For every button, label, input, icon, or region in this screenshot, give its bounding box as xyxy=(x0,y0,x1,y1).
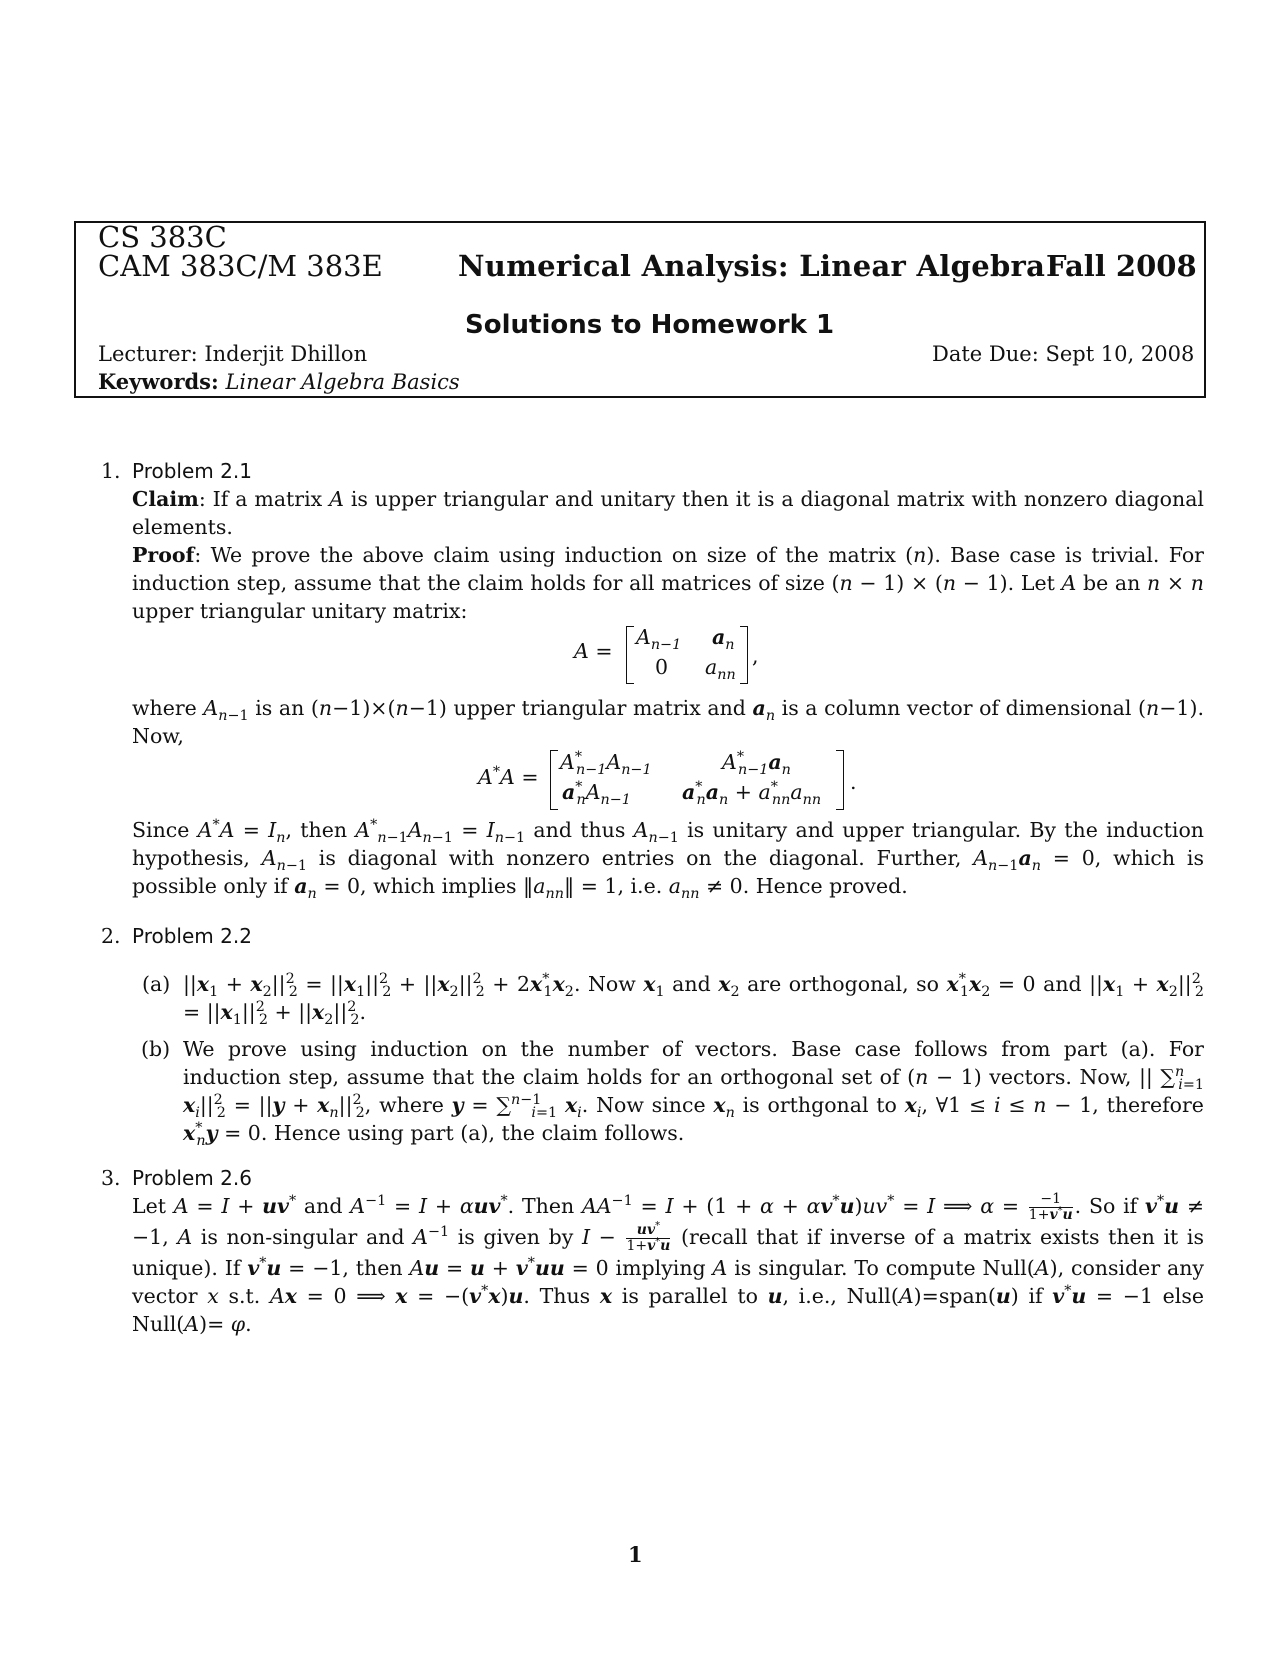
page-number: 1 xyxy=(628,1542,643,1567)
problem-2-number: 2. xyxy=(101,924,121,948)
fraction-alpha: $\frac{-1}{1+v^*u}$ xyxy=(1028,1191,1073,1223)
problem-2-part-a: $||x_1 + x_2||^2_2 = ||x_1||^2_2 + ||x_2||^2_2 + 2x^*_1x_2$. Now $x_1$ and $x_2$ are orthogonal, so $x^*_1x_2 = 0$ and $||x_1 + x_2||^2_2 = ||x_1||^2_2 + ||x_2||^2_2$. xyxy=(183,971,1204,1029)
problem-2-title: Problem 2.2 xyxy=(132,924,252,948)
course-code-2: CAM 383C/M 383E xyxy=(98,249,383,283)
problem-1-proof: Proof: We prove the above claim using induction on size of the matrix (n). Base case is trivial. For induction step, assume that the claim holds for all matrices of size (n − 1) × (n − 1). Let A be an n × n upper triangular unitary matrix: xyxy=(132,543,1204,623)
part-a-label: (a) xyxy=(142,972,171,996)
problem-1-conclusion: Since $A^*A = I_n$, then $A^*_{n-1}A_{n-1} = I_{n-1}$ and thus $A_{n-1}$ is unitary and upper triangular. By the induction hypothesis, $A_{n-1}$ is diagonal with nonzero entries on the diagonal. Further, $A_{n-1}a_n = 0$, which is possible only if $a_n = 0$, which implies $‖a_{nn}‖ = 1$, i.e. $a_{nn} \ne 0$. Hence proved. xyxy=(132,817,1204,903)
matrix-aa-11: $A^*_{n-1}A_{n-1}$ xyxy=(560,749,652,779)
keywords-value: Linear Algebra Basics xyxy=(225,370,460,394)
matrix-a-comma: , xyxy=(752,644,759,668)
matrix-a-lhs: A = xyxy=(574,639,613,663)
problem-1-title: Problem 2.1 xyxy=(132,459,252,483)
problem-1-where: where $A_{n-1}$ is an (n−1)×(n−1) upper triangular matrix and $a_n$ is a column vector of dimensional (n−1). Now, xyxy=(132,696,1204,748)
problem-3-title: Problem 2.6 xyxy=(132,1166,252,1190)
problem-1-number: 1. xyxy=(101,459,121,483)
problem-3-body: Let A = I + uv* and $A^{-1} = I + \alpha uv^*$. Then $AA^{-1} = I + (1 + \alpha + \alpha v^*u)uv^* = I$ ⟹ α = $\frac{-1}{1+v^*u}$ . So if v*u ≠ −1, A is non-singular and $A^{-1}$ is given by I − $\frac{uv^*}{1+v^*u}$ (recall that if inverse of a matrix exists then it is unique). If v*u = −1, then Au = u + v*uu = 0 implying A is singular. To compute Null(A), consider any vector x s.t. Ax = 0 ⟹ x = −(v*x)u. Thus x is parallel to u, i.e., Null(A)=span(u) if v*u = −1 else Null(A)= φ. xyxy=(132,1191,1204,1336)
term: Fall 2008 xyxy=(1046,249,1197,283)
matrix-a-left-bracket xyxy=(626,626,634,684)
matrix-a-ann: $a_{nn}$ xyxy=(705,655,736,684)
matrix-aa-left-bracket xyxy=(550,750,558,810)
matrix-aa-22: $a^*_na_n + a^*_{nn}a_{nn}$ xyxy=(682,779,822,809)
claim-label: Claim xyxy=(132,487,199,511)
problem-3-number: 3. xyxy=(101,1166,121,1190)
matrix-aa-21: $a^*_nA_{n-1}$ xyxy=(562,779,631,809)
date-due: Date Due: Sept 10, 2008 xyxy=(932,342,1195,366)
matrix-a-zero: 0 xyxy=(655,655,669,679)
course-code-1: CS 383C xyxy=(98,220,227,254)
fraction-inverse: $\frac{uv^*}{1+v^*u}$ xyxy=(626,1220,671,1254)
proof-label: Proof xyxy=(132,543,195,567)
matrix-a-an: $a_n$ xyxy=(712,625,735,654)
matrix-aa-right-bracket xyxy=(836,750,844,810)
doc-title: Solutions to Homework 1 xyxy=(465,310,835,340)
course-title: Numerical Analysis: Linear Algebra xyxy=(458,249,1046,283)
problem-1-claim: Claim: If a matrix A is upper triangular and unitary then it is a diagonal matrix with nonzero diagonal elements. xyxy=(132,487,1204,539)
problem-2-part-b: We prove using induction on the number of vectors. Base case follows from part (a). For induction step, assume that the claim holds for an orthogonal set of (n − 1) vectors. Now, || ∑$^n_{i=1}$ $x_i||^2_2 = ||y + x_n||^2_2$, where y = ∑$^{n-1}_{i=1}$ $x_i$. Now since $x_n$ is orthgonal to $x_i$, ∀1 ≤ i ≤ n − 1, therefore $x^*_ny = 0$. Hence using part (a), the claim follows. xyxy=(183,1037,1204,1150)
matrix-a-right-bracket xyxy=(740,626,748,684)
keywords-label: Keywords: xyxy=(98,369,219,394)
keywords xyxy=(98,370,460,394)
matrix-aa-12: $A^*_{n-1}a_n$ xyxy=(722,749,791,779)
matrix-aa-lhs: A*A = xyxy=(478,764,539,789)
matrix-aa-period: . xyxy=(850,770,857,794)
part-b-label: (b) xyxy=(141,1037,171,1061)
matrix-a-row1: $A_{n-1}$ xyxy=(636,625,682,654)
lecturer: Lecturer: Inderjit Dhillon xyxy=(98,342,368,366)
